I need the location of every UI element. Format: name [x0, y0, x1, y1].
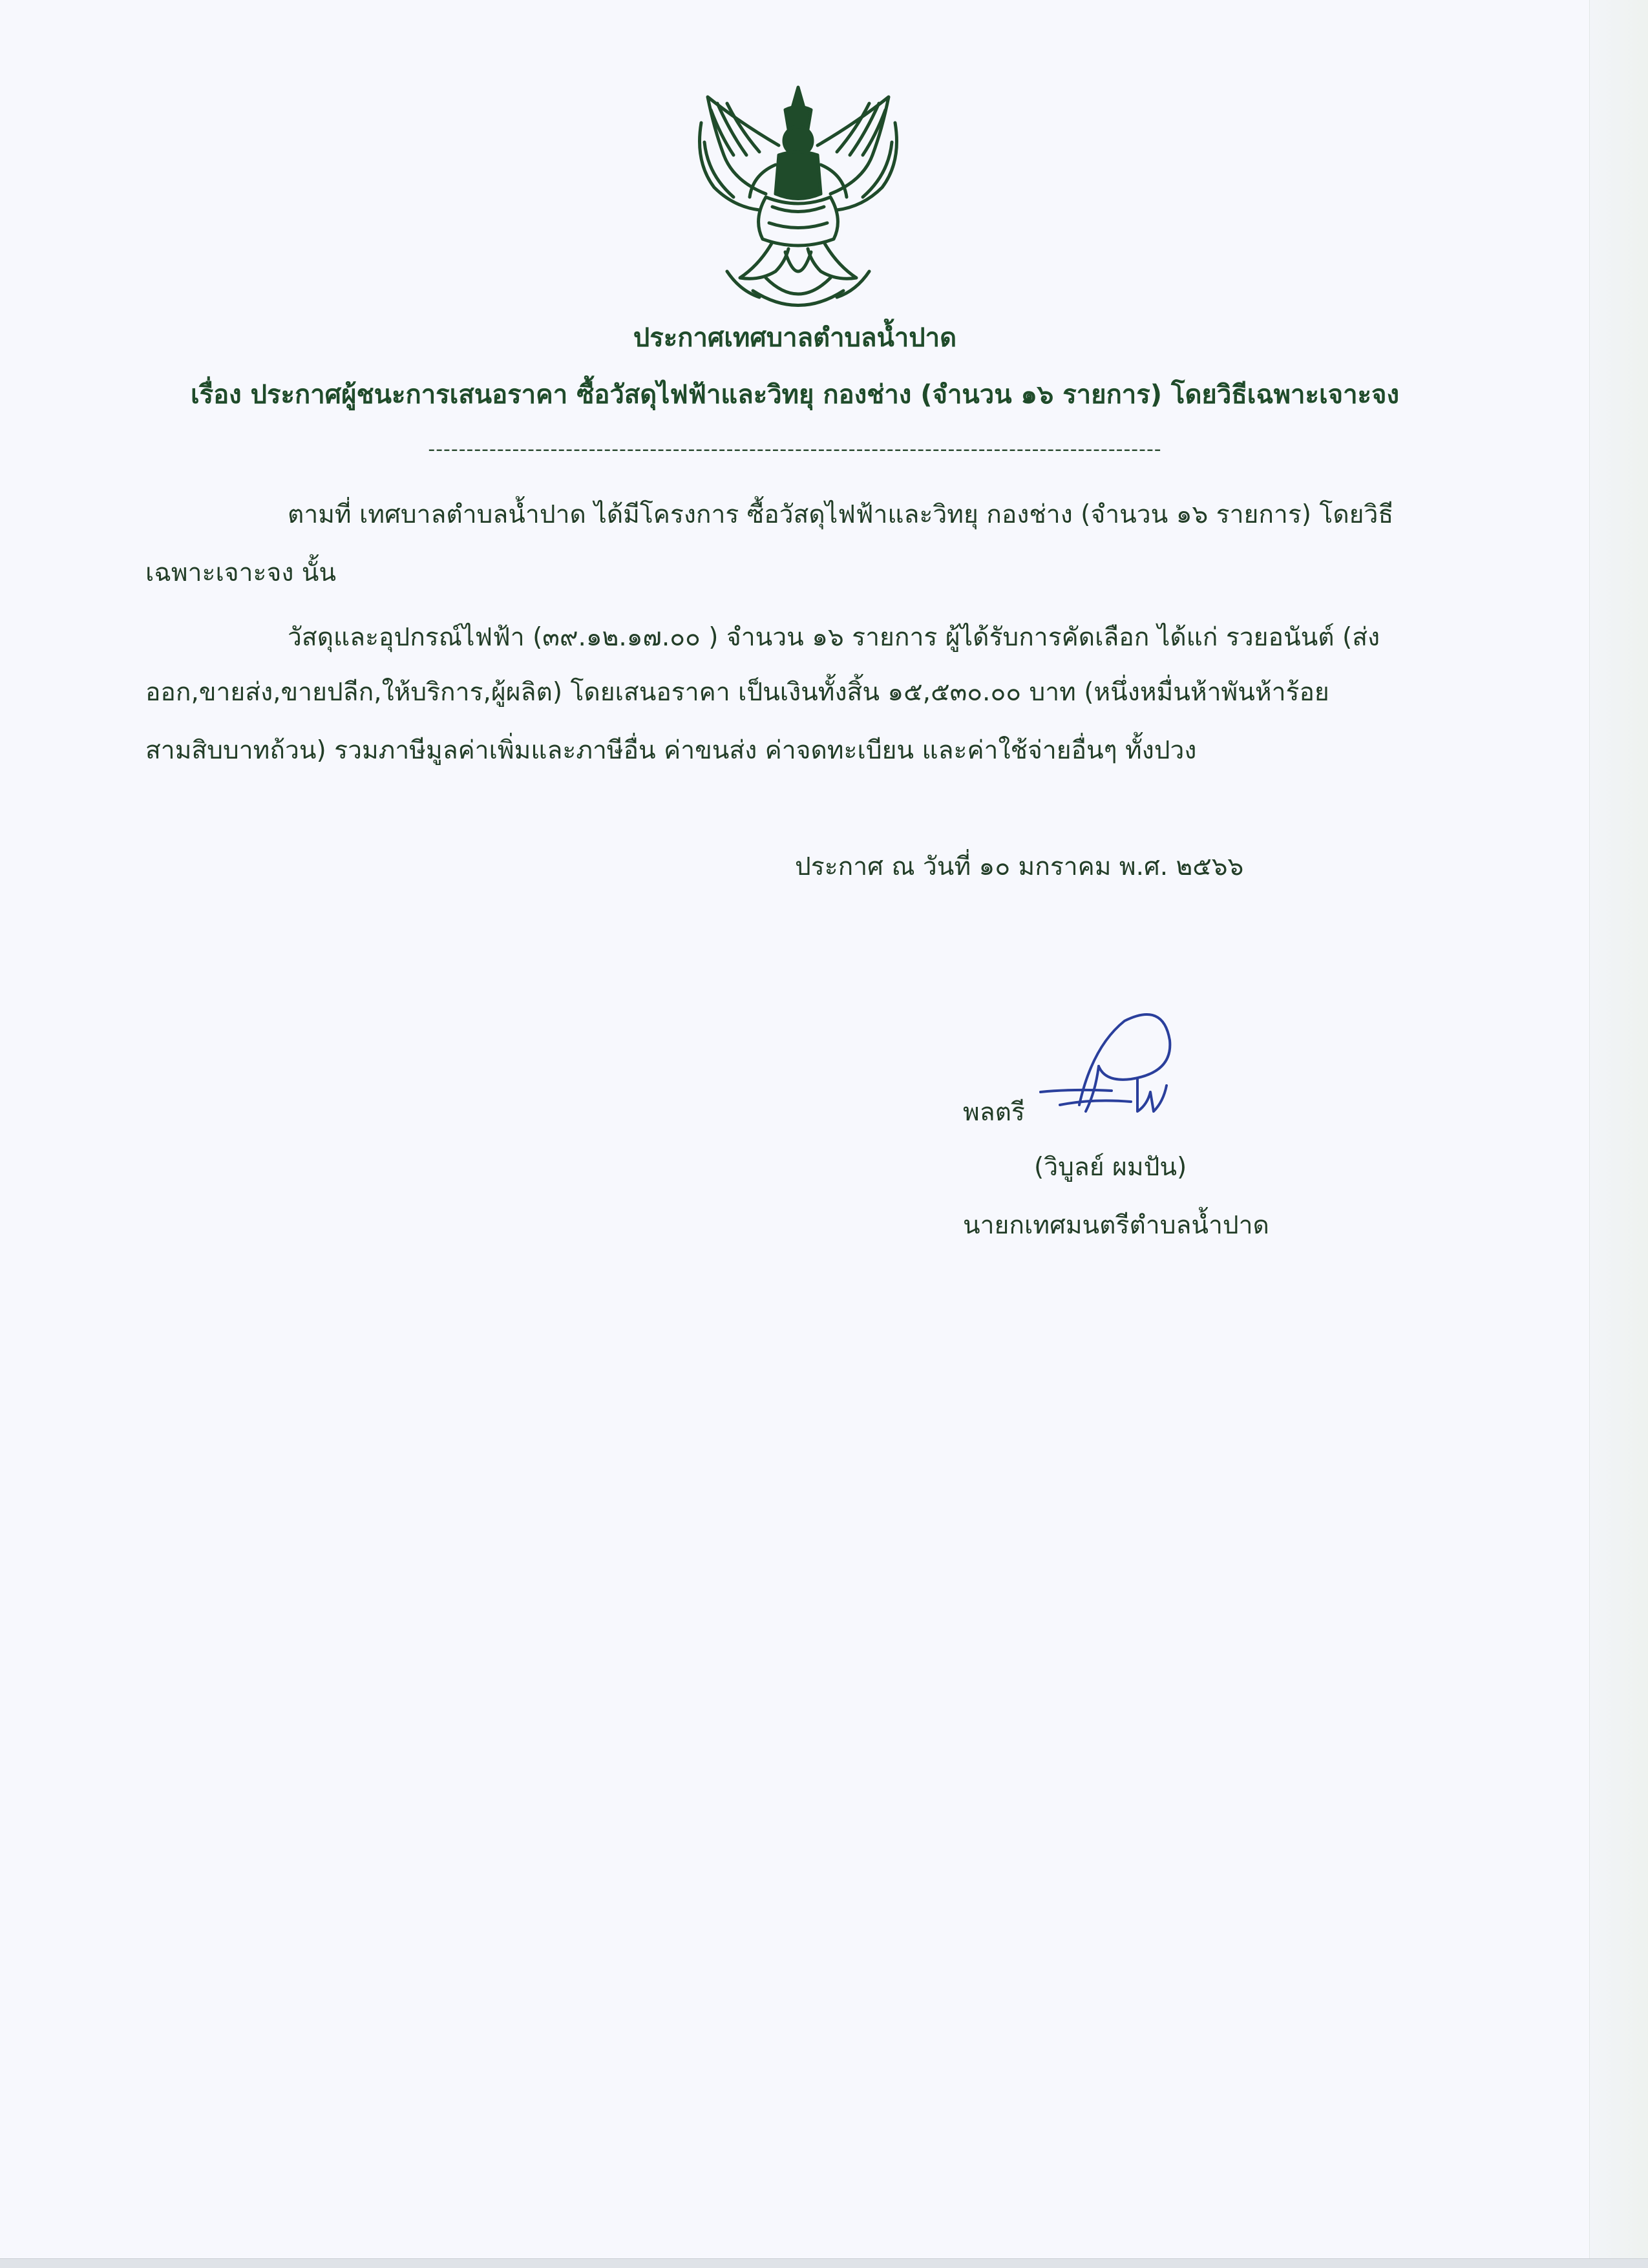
announcement-subject: เรื่อง ประกาศผู้ชนะการเสนอราคา ซื้อวัสดุไฟฟ้าและวิทยุ กองช่าง (จำนวน ๑๖ รายการ) โดยวิธีเฉพาะเจาะจง [191, 380, 1399, 410]
paragraph-1-line-1: ตามที่ เทศบาลตำบลน้ำปาด ได้มีโครงการ ซื้อวัสดุไฟฟ้าและวิทยุ กองช่าง (จำนวน ๑๖ รายการ) โดยวิธี [288, 500, 1394, 529]
paragraph-2-line-2: ออก,ขายส่ง,ขายปลีก,ให้บริการ,ผู้ผลิต) โดยเสนอราคา เป็นเงินทั้งสิ้น ๑๕,๕๓๐.๐๐ บาท (หนึ่งหมื่นห้าพันห้าร้อย [145, 678, 1329, 707]
announcement-title: ประกาศเทศบาลตำบลน้ำปาด [633, 323, 957, 353]
scan-edge-right [1589, 0, 1648, 2268]
announcement-date: ประกาศ ณ วันที่ ๑๐ มกราคม พ.ศ. ๒๕๖๖ [795, 852, 1244, 881]
garuda-emblem-icon [688, 84, 908, 317]
paragraph-1-line-2: เฉพาะเจาะจง นั้น [145, 558, 337, 587]
signatory-name: (วิบูลย์ ผมปัน) [1034, 1153, 1187, 1182]
paragraph-2-line-3: สามสิบบาทถ้วน) รวมภาษีมูลค่าเพิ่มและภาษีอื่น ค่าขนส่ง ค่าจดทะเบียน และค่าใช้จ่ายอื่นๆ ทั้งปวง [145, 736, 1197, 765]
separator-line: ------------------------------------------------------------------------------------------------ [428, 438, 1162, 461]
signatory-rank: พลตรี [963, 1098, 1025, 1127]
handwritten-signature [1034, 1008, 1196, 1124]
paragraph-2-line-1: วัสดุและอุปกรณ์ไฟฟ้า (๓๙.๑๒.๑๗.๐๐ ) จำนวน ๑๖ รายการ ผู้ได้รับการคัดเลือก ได้แก่ รวยอนันต์ (ส่ง [288, 623, 1380, 652]
scan-edge-bottom [0, 2258, 1648, 2268]
signatory-position: นายกเทศมนตรีตำบลน้ำปาด [963, 1211, 1269, 1240]
